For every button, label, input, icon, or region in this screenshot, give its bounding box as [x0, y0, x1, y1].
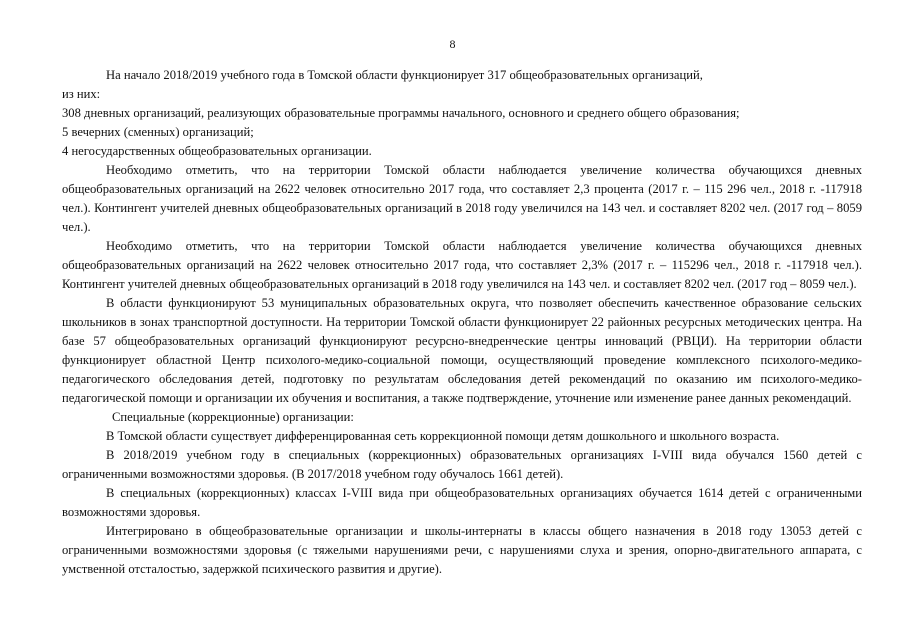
paragraph-list-lead: из них: [62, 87, 101, 101]
document-body [62, 66, 862, 579]
list-item-evening-schools: 5 вечерних (сменных) организаций; [62, 125, 254, 139]
paragraph-correction-network: В Томской области существует дифференцированная сеть коррекционной помощи детям дошкольного и школьного возраста. [106, 429, 780, 443]
paragraph-enrollment-1: Необходимо отметить, что на территории Томской области наблюдается увеличение количества обучающихся дневных общеобразовательных организаций на 2622 человек относительно 2017 года, что составляет 2,3 процента (2017 г. – 115 296 чел., 2018 г. -117918 чел.). Контингент учителей дневных общеобразовательных организаций в 2018 году увеличился на 143 чел. и составляет 8202 чел. (2017 год – 8059 чел.). [62, 163, 862, 234]
paragraph-enrollment-2: Необходимо отметить, что на территории Томской области наблюдается увеличение количества обучающихся дневных общеобразовательных организаций на 2622 человек относительно 2017 года, что составляет 2,3% (2017 г. – 115296 чел., 2018 г. -117918 чел.). Контингент учителей дневных общеобразовательных организаций в 2018 году увеличился на 143 чел. и составляет 8202 чел. (2017 год – 8059 чел.). [62, 239, 862, 291]
paragraph-special-classes: В специальных (коррекционных) классах I-VIII вида при общеобразовательных организациях обучается 1614 детей с ограниченными возможностями здоровья. [62, 486, 862, 519]
section-heading-special: Специальные (коррекционные) организации: [112, 410, 354, 424]
page-number: 8 [449, 37, 456, 51]
list-item-day-schools: 308 дневных организаций, реализующих образовательные программы начального, основного и среднего общего образования; [62, 106, 740, 120]
paragraph-intro: На начало 2018/2019 учебного года в Томской области функционирует 317 общеобразовательных организаций, [106, 68, 703, 82]
paragraph-districts: В области функционируют 53 муниципальных образовательных округа, что позволяет обеспечить качественное образование сельских школьников в зонах транспортной доступности. На территории Томской области функционирует 22 районных ресурсных методических центра. На базе 57 общеобразовательных организаций функционируют ресурсно-внедренческие центры инноваций (РВЦИ). На территории области функционирует областной Центр психолого-медико-социальной помощи, осуществляющий проведение комплексного психолого-медико-педагогического обследования детей, подготовку по результатам обследования детей рекомендаций по оказанию им психолого-медико-педагогической помощи и организации их обучения и воспитания, а также подтверждение, уточнение или изменение ранее данных рекомендаций. [62, 296, 862, 405]
list-item-private-schools: 4 негосударственных общеобразовательных организации. [62, 144, 372, 158]
paragraph-integrated: Интегрировано в общеобразовательные организации и школы-интернаты в классы общего назначения в 2018 году 13053 детей с ограниченными возможностями здоровья (с тяжелыми нарушениями речи, с нарушениями слуха и зрения, опорно-двигательного аппарата, с умственной отсталостью, задержкой психического развития и другие). [62, 524, 862, 576]
paragraph-special-orgs: В 2018/2019 учебном году в специальных (коррекционных) образовательных организациях I-VIII вида обучался 1560 детей с ограниченными возможностями здоровья. (В 2017/2018 учебном году обучалось 1661 детей). [62, 448, 862, 481]
